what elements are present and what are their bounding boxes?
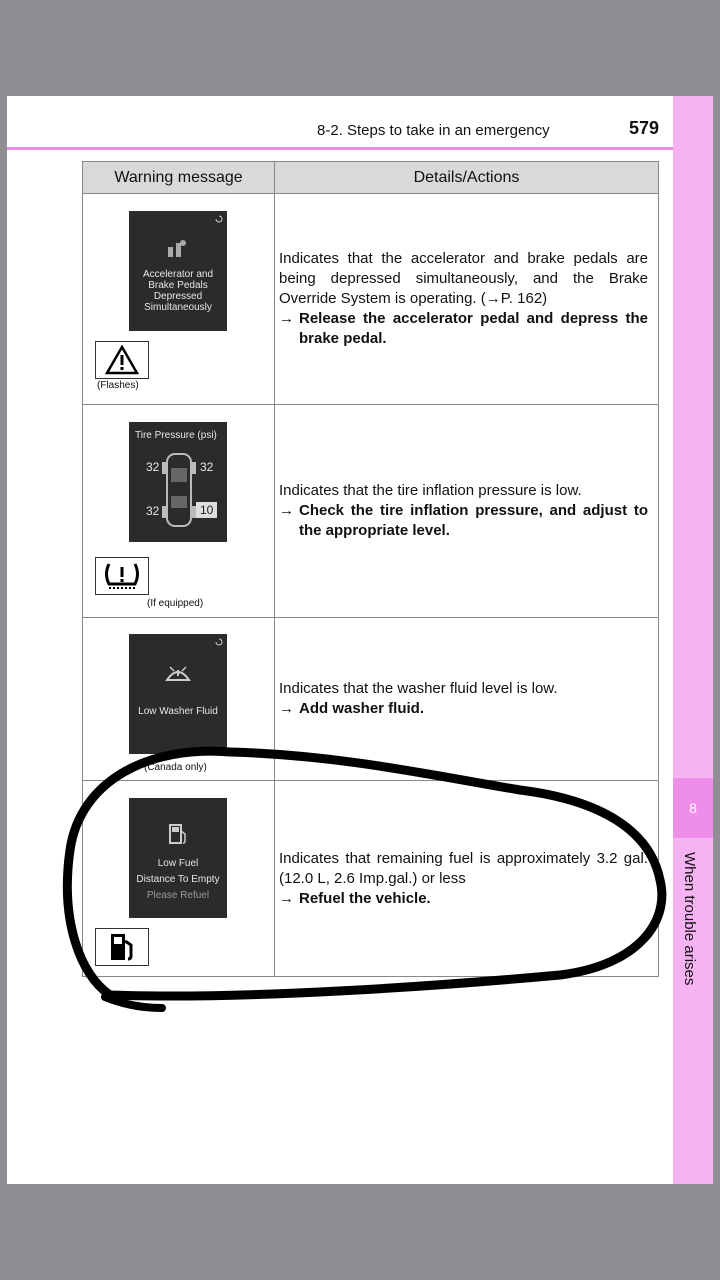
screen-line: Simultaneously bbox=[144, 302, 212, 313]
caption: (Flashes) bbox=[97, 380, 139, 391]
display-screen bbox=[129, 798, 227, 918]
tire-value: 32 bbox=[200, 460, 214, 474]
details-cell bbox=[275, 194, 659, 405]
warning-cell bbox=[83, 194, 275, 405]
washer-fluid-icon bbox=[164, 662, 192, 684]
chapter-tab bbox=[673, 96, 713, 1184]
caption: (Canada only) bbox=[144, 762, 207, 773]
manual-page bbox=[7, 96, 713, 1184]
display-screen bbox=[129, 211, 227, 331]
table-row bbox=[83, 618, 659, 781]
arrow-icon: → bbox=[279, 889, 294, 907]
tire-value-low: 10 bbox=[196, 502, 217, 518]
screen-line: Please Refuel bbox=[146, 890, 210, 901]
action-text: Add washer fluid. bbox=[299, 700, 425, 717]
table-row bbox=[83, 405, 659, 618]
table-header-row bbox=[83, 162, 659, 194]
screen-line: Depressed bbox=[153, 291, 203, 302]
warning-cell bbox=[83, 781, 275, 977]
car-top-icon bbox=[161, 450, 197, 530]
screen-line: Brake Pedals bbox=[148, 280, 208, 291]
arrow-icon: → bbox=[279, 310, 294, 327]
display-screen bbox=[129, 634, 227, 754]
screen-line: Low Fuel bbox=[157, 858, 199, 869]
pedal-icon bbox=[166, 239, 190, 261]
action-text: Check the tire inflation pressure, and adjust to the appropriate level. bbox=[299, 502, 648, 539]
warning-cell bbox=[83, 405, 275, 618]
caption: (If equipped) bbox=[147, 598, 204, 609]
display-screen bbox=[129, 422, 227, 542]
chapter-number: 8 bbox=[673, 778, 713, 838]
details-cell bbox=[275, 781, 659, 977]
return-icon bbox=[215, 215, 223, 223]
chapter-label: When trouble arises bbox=[681, 852, 698, 986]
header-details-actions: Details/Actions bbox=[275, 162, 659, 194]
arrow-icon: → bbox=[279, 502, 294, 519]
action-text: Release the accelerator pedal and depress the brake pedal. bbox=[299, 310, 648, 347]
tire-pressure-icon bbox=[95, 557, 149, 595]
screen-title: Tire Pressure (psi) bbox=[135, 430, 217, 441]
detail-text: Indicates that the washer fluid level is low. bbox=[279, 680, 558, 697]
details-cell bbox=[275, 618, 659, 781]
table-row bbox=[83, 781, 659, 977]
tire-value: 32 bbox=[146, 504, 160, 518]
screen-line: Low Washer Fluid bbox=[138, 706, 218, 717]
warning-cell bbox=[83, 618, 275, 781]
warning-table bbox=[82, 161, 659, 977]
section-title: 8-2. Steps to take in an emergency bbox=[317, 122, 550, 139]
detail-text: Indicates that the accelerator and brake pedals are being depressed simultaneously, and the Brake Override System is operating. (→P. 162) bbox=[279, 250, 648, 307]
tire-value: 32 bbox=[146, 460, 160, 474]
screen-line: Distance To Empty bbox=[136, 874, 220, 885]
detail-text: Indicates that remaining fuel is approximately 3.2 gal. (12.0 L, 2.6 Imp.gal.) or less bbox=[279, 849, 648, 887]
action-text: Refuel the vehicle. bbox=[299, 889, 431, 907]
screen-line: Accelerator and bbox=[142, 269, 214, 280]
detail-text: Indicates that the tire inflation pressure is low. bbox=[279, 482, 582, 499]
warning-triangle-icon bbox=[95, 341, 149, 379]
arrow-icon: → bbox=[279, 700, 294, 717]
page-number: 579 bbox=[629, 118, 660, 138]
fuel-pump-icon bbox=[95, 928, 149, 966]
return-icon bbox=[215, 638, 223, 646]
details-cell bbox=[275, 405, 659, 618]
fuel-pump-icon bbox=[167, 822, 189, 846]
header-warning-message: Warning message bbox=[83, 162, 275, 194]
table-row bbox=[83, 194, 659, 405]
header-divider bbox=[7, 147, 673, 150]
